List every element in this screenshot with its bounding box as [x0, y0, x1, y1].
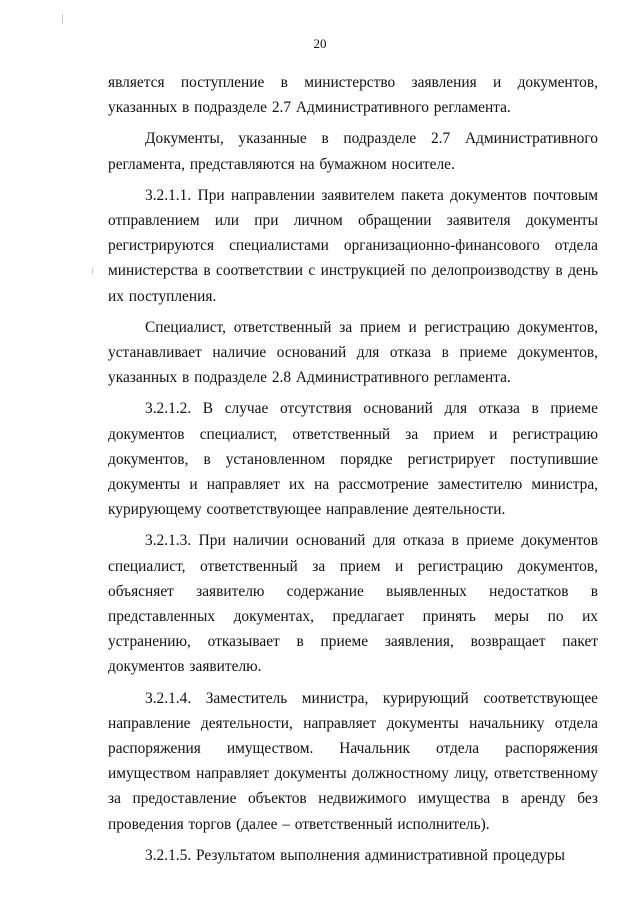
paragraph-specialist-check: Специалист, ответственный за прием и регистрацию документов, устанавливает наличие оснований для отказа в приеме документов, указанных в подразделе 2.8 Административного регламента. — [108, 318, 598, 387]
page-number: 20 — [313, 36, 327, 51]
paragraph-3-2-1-2: 3.2.1.2. В случае отсутствия оснований для отказа в приеме документов специалист, ответственный за прием и регистрацию документов, в установленном порядке регистрирует поступившие документы и направляет их на рассмотрение заместителю министра, курирующему соответствующее направление деятельности. — [108, 400, 598, 519]
paragraph-continuation: является поступление в министерство заявления и документов, указанных в подразделе 2.7 Административного регламента. — [108, 74, 598, 117]
paragraph-3-2-1-5: 3.2.1.5. Результатом выполнения административной процедуры — [145, 846, 565, 864]
paragraph-3-2-1-4: 3.2.1.4. Заместитель министра, курирующий соответствующее направление деятельности, направляет документы начальнику отдела распоряжения имуществом. Начальник отдела распоряжения имуществом направляет документы должностному лицу, ответственному за предоставление объектов недвижимого имущества в аренду без проведения торгов (далее – ответственный исполнитель). — [108, 689, 598, 833]
scan-mark-left-margin — [92, 268, 93, 274]
paragraph-3-2-1-1: 3.2.1.1. При направлении заявителем пакета документов почтовым отправлением или при личном обращении заявителя документы регистрируются специалистами организационно-финансового отдела министерства в соответствии с инструкцией по делопроизводству в день их поступления. — [108, 186, 598, 305]
scan-mark-top-left — [62, 14, 63, 24]
paragraph-3-2-1-3: 3.2.1.3. При наличии оснований для отказа в приеме документов специалист, ответственный за прием и регистрацию документов, объясняет заявителю содержание выявленных недостатков в представленных документах, предлагает принять меры по их устранению, отказывает в приеме заявления, возвращает пакет документов заявителю. — [108, 532, 598, 676]
paragraph-documents-paper: Документы, указанные в подразделе 2.7 Административного регламента, представляются на бумажном носителе. — [108, 130, 598, 173]
document-body — [108, 70, 598, 874]
